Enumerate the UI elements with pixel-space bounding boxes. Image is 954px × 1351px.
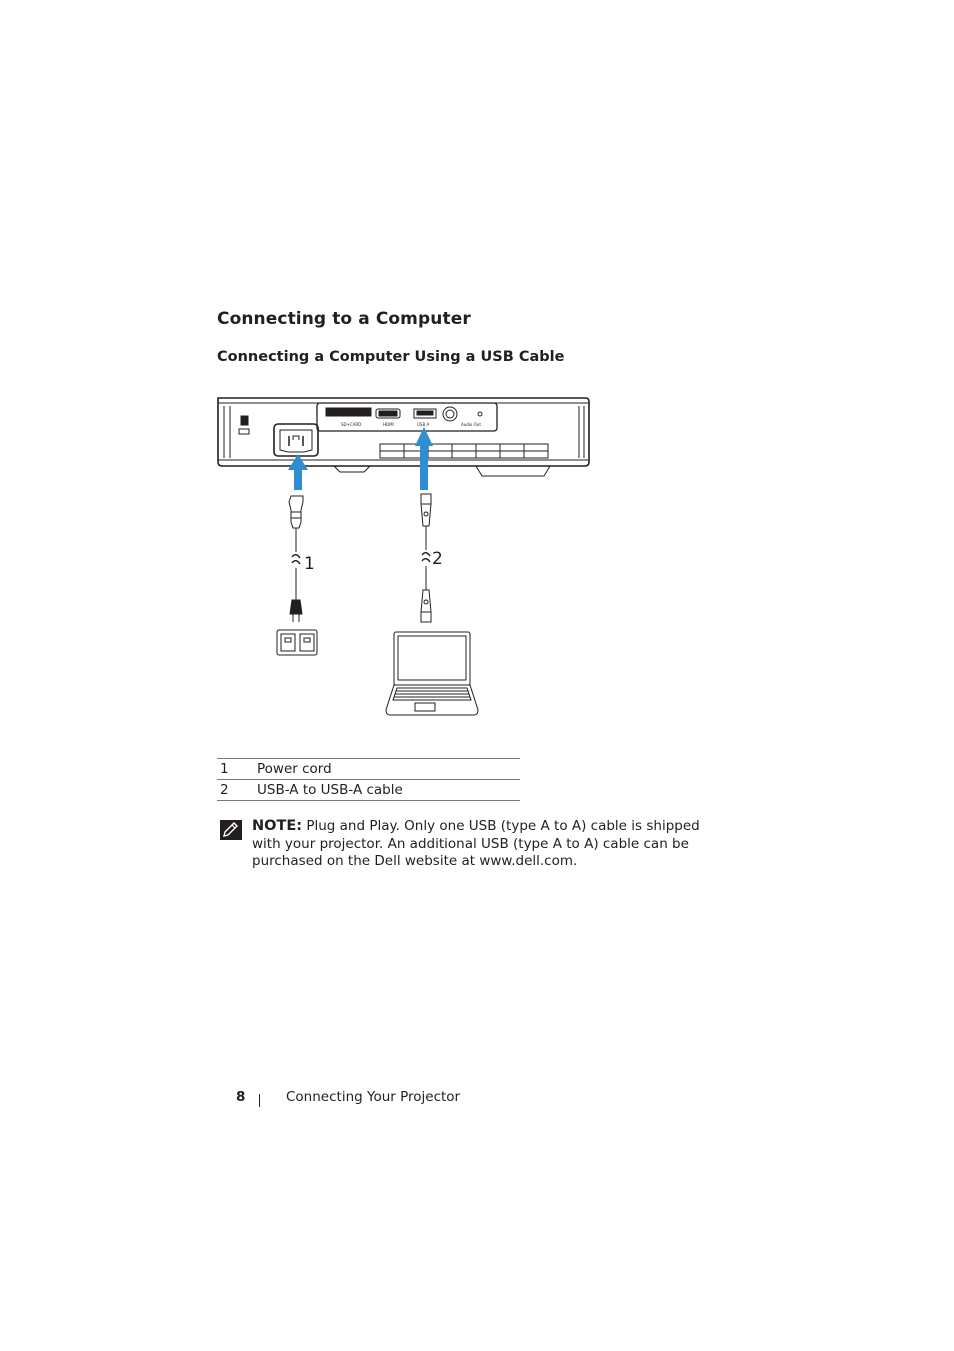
legend-number: 1 xyxy=(217,759,254,780)
note-pencil-icon xyxy=(220,820,242,840)
note-body: Plug and Play. Only one USB (type A to A) cable is shipped with your projector. An additional USB (type A to A) cable can be purchased on the Dell website at www.dell.com. xyxy=(252,818,700,869)
page-number: 8 xyxy=(236,1089,246,1105)
projector-rear-panel xyxy=(218,398,589,476)
power-cord-illustration xyxy=(277,496,317,655)
port-label-hdmi: HDMI xyxy=(383,422,394,427)
legend-label: Power cord xyxy=(254,759,520,780)
legend-table xyxy=(217,758,520,801)
port-label-usb: USB A xyxy=(417,422,430,427)
usb-cable-illustration xyxy=(421,494,431,622)
legend-label: USB-A to USB-A cable xyxy=(254,780,520,801)
power-connection-arrow xyxy=(288,454,308,490)
note-label: NOTE: xyxy=(252,818,303,834)
port-label-sd-card: SD+CARD xyxy=(341,422,362,427)
chapter-title: Connecting Your Projector xyxy=(286,1089,461,1105)
footer-divider xyxy=(259,1094,260,1107)
legend-number: 2 xyxy=(217,780,254,801)
callout-2: 2 xyxy=(432,549,443,569)
note-text xyxy=(252,818,702,871)
connection-diagram xyxy=(214,392,594,722)
vent-grille xyxy=(380,444,548,458)
section-title: Connecting to a Computer xyxy=(217,309,471,329)
laptop-illustration xyxy=(386,632,478,715)
port-label-audio-out: Audio Out xyxy=(461,422,481,427)
table-row xyxy=(217,759,520,780)
table-row xyxy=(217,780,520,801)
subsection-title: Connecting a Computer Using a USB Cable xyxy=(217,349,565,365)
callout-1: 1 xyxy=(304,554,315,574)
